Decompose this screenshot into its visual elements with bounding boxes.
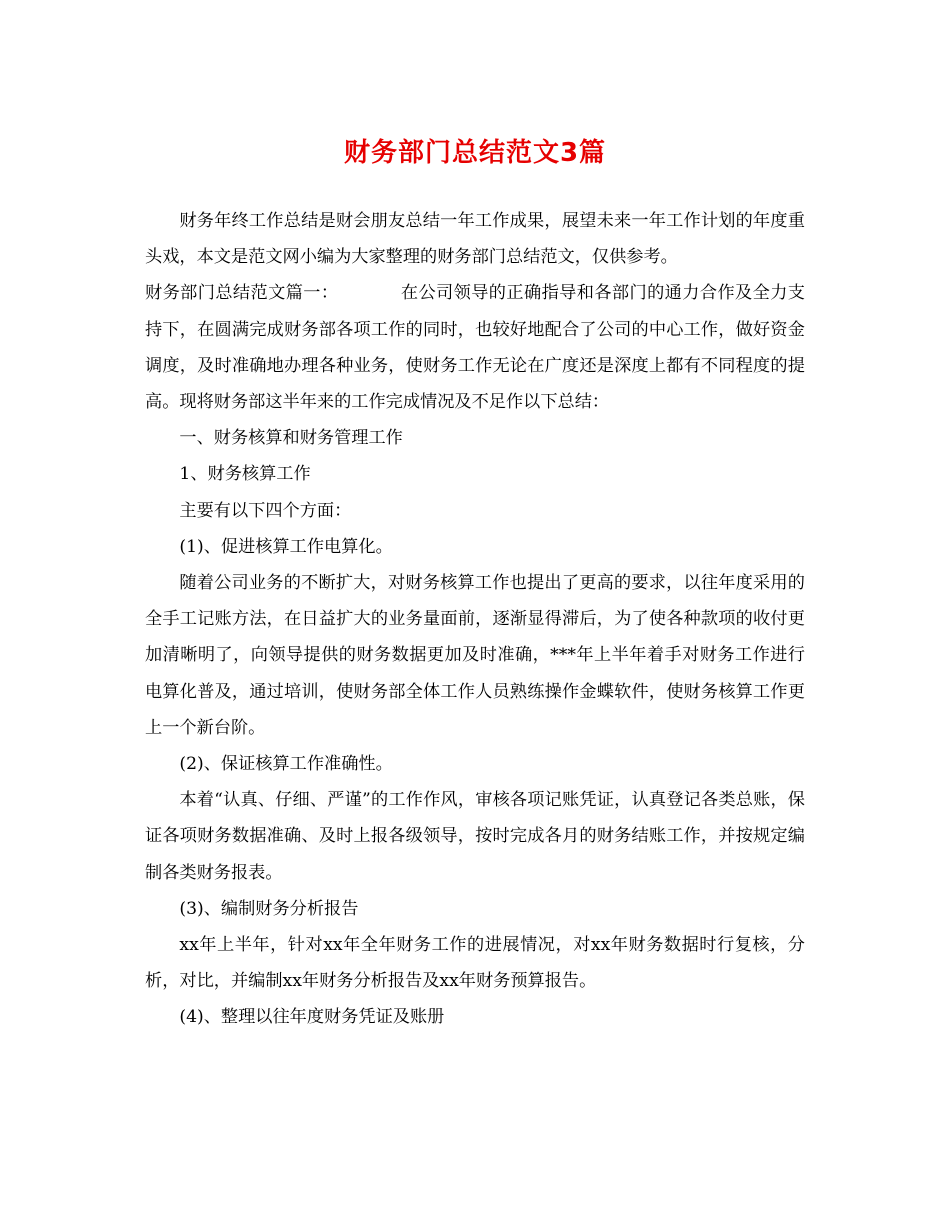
part1-lead-text: 在公司领导的正确指导和各部门的通力合作及全力支持下，在圆满完成财务部各项工作的同时，也较好地配合了公司的中心工作，做好资金调度，及时准确地办理各种业务，使财务工作无论在广度还是深度上都有不同程度的提高。现将财务部这半年来的工作完成情况及不足作以下总结：: [145, 283, 805, 413]
item-1-body: 随着公司业务的不断扩大，对财务核算工作也提出了更高的要求，以往年度采用的全手工记账方法，在日益扩大的业务量面前，逐渐显得滞后，为了使各种款项的收付更加清晰明了，向领导提供的财务数据更加及时准确，***年上半年着手对财务工作进行电算化普及，通过培训，使财务部全体工作人员熟练操作金蝶软件，使财务核算工作更上一个新台阶。: [145, 573, 805, 738]
subsection-heading-1-1: 1、财务核算工作: [179, 464, 311, 485]
item-1-heading: (1)、促进核算工作电算化。: [179, 536, 393, 557]
part1-lead-paragraph: [145, 275, 805, 420]
item-3-heading: (3)、编制财务分析报告: [179, 898, 359, 919]
aspects-intro: 主要有以下四个方面：: [179, 500, 352, 521]
document-title: 财务部门总结范文3篇: [343, 138, 607, 168]
item-2-heading: (2)、保证核算工作准确性。: [179, 754, 393, 775]
item-2-body: 本着“认真、仔细、严谨”的工作作风，审核各项记账凭证，认真登记各类总账，保证各项财务数据准确、及时上报各级领导，按时完成各月的财务结账工作，并按规定编制各类财务报表。: [145, 790, 805, 883]
intro-paragraph: 财务年终工作总结是财会朋友总结一年工作成果，展望未来一年工作计划的年度重头戏，本文是范文网小编为大家整理的财务部门总结范文，仅供参考。: [145, 211, 805, 268]
item-4-heading: (4)、整理以往年度财务凭证及账册: [179, 1007, 445, 1028]
document-body: [145, 203, 805, 1036]
section-heading-1: 一、财务核算和财务管理工作: [179, 428, 403, 449]
part1-label: 财务部门总结范文篇一：: [145, 283, 339, 304]
item-3-body: xx年上半年，针对xx年全年财务工作的进展情况，对xx年财务数据时行复核，分析，对比，并编制xx年财务分析报告及xx年财务预算报告。: [145, 935, 805, 992]
